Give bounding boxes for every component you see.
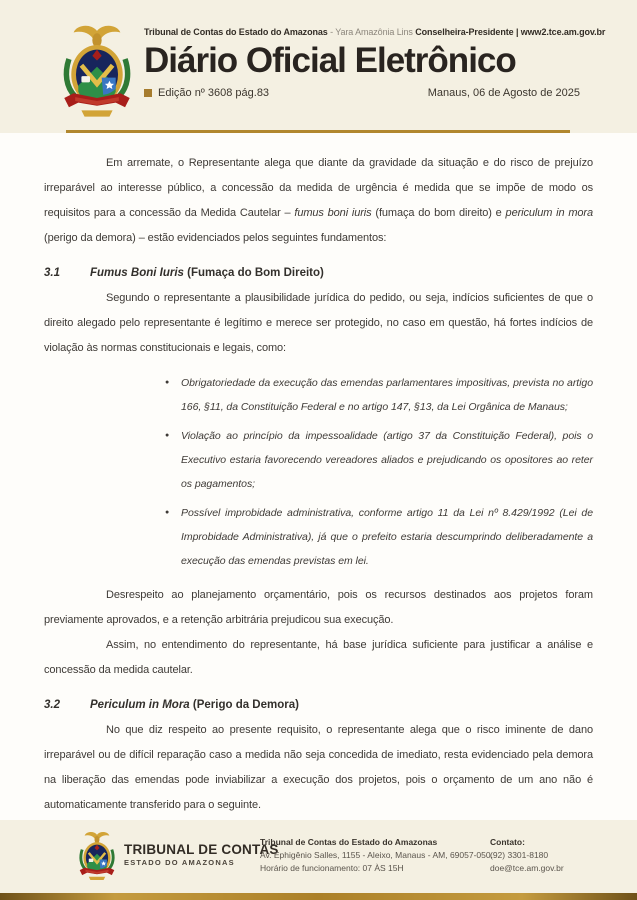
president-title-url-text: Conselheira-Presidente | www2.tce.am.gov.br	[415, 27, 606, 37]
org-name-text: Tribunal de Contas do Estado do Amazonas	[144, 27, 328, 37]
paragraph-assim: Assim, no entendimento do representante, há base jurídica suficiente para justificar a análise e concessão da medida cautelar.	[44, 639, 593, 676]
section-heading-3-1	[44, 261, 593, 286]
masthead-text	[144, 26, 606, 99]
org-line	[144, 26, 606, 38]
president-name-text: - Yara Amazônia Lins	[327, 27, 416, 37]
footer-address-line: Av. Ephigênio Salles, 1155 - Aleixo, Manaus - AM, 69057-050.	[260, 850, 493, 860]
document-body	[0, 133, 637, 820]
paragraph-desrespeito: Desrespeito ao planejamento orçamentário, pois os recursos destinados aos projetos foram previamente aprovados, e a retenção arbitrária prejudicou sua execução.	[44, 589, 593, 626]
footer-contact-block	[490, 836, 564, 875]
section-title-latin: Periculum in Mora	[90, 699, 190, 711]
square-bullet-icon	[144, 89, 152, 97]
footer-contact-title: Contato:	[490, 837, 525, 847]
tce-coat-of-arms-icon	[58, 20, 136, 126]
list-item: ● Obrigatoriedade da execução das emendas parlamentares impositivas, prevista no artigo 166, §11, da Constituição Federal e no artigo 147, §13, da Lei Orgânica de Manaus;	[165, 371, 593, 419]
paragraph-intro-run: Em arremate, o Representante alega que diante da gravidade da situação e do risco de prejuízo irreparável ao interesse público, a concessão da medida de urgência é medida que se impõe de modo os requisitos para a concessão da Medida Cautelar –	[44, 157, 593, 219]
footer	[0, 820, 637, 893]
publication-date: Manaus, 06 de Agosto de 2025	[427, 87, 580, 99]
section-heading-3-2	[44, 693, 593, 718]
gazette-title: Diário Oficial Eletrônico	[144, 41, 516, 80]
paragraph-intro-run: (fumaça do bom direito) e	[371, 207, 506, 219]
footer-org-block	[124, 842, 279, 868]
list-item: ● Possível improbidade administrativa, conforme artigo 11 da Lei nº 8.429/1992 (Lei de Improbidade Administrativa), já que o prefeito estaria descumprindo deliberadamente a execução das emendas previstas em lei.	[165, 501, 593, 573]
header-divider	[66, 130, 570, 133]
masthead-meta	[144, 87, 580, 99]
footer-address-title: Tribunal de Contas do Estado do Amazonas	[260, 837, 438, 847]
footer-hours-line: Horário de funcionamento: 07 ÀS 15H	[260, 863, 404, 873]
section-number: 3.1	[44, 267, 60, 279]
footer-contact-phone: (92) 3301-8180	[490, 850, 549, 860]
latin-term-periculum: periculum in mora	[505, 207, 594, 219]
edition-info	[144, 87, 269, 99]
section-number: 3.2	[44, 699, 60, 711]
footer-org-subtitle: ESTADO DO AMAZONAS	[124, 858, 235, 867]
footer-contact-email: doe@tce.am.gov.br	[490, 863, 564, 873]
footer-org-name: TRIBUNAL DE CONTAS	[124, 842, 279, 857]
tce-coat-of-arms-icon	[76, 829, 118, 885]
violation-bullet-list	[165, 371, 593, 573]
footer-address-block	[260, 836, 493, 875]
section-title-latin: Fumus Boni Iuris	[90, 267, 184, 279]
paragraph-fumus: Segundo o representante a plausibilidade jurídica do pedido, ou seja, indícios suficientes de que o direito alegado pelo representante é legítimo e merece ser protegido, no caso em questão, há fortes indícios de violação às normas constitucionais e legais, como:	[44, 292, 593, 354]
list-item: ● Violação ao princípio da impessoalidade (artigo 37 da Constituição Federal), pois o Executivo estaria favorecendo vereadores aliados e prejudicando os opositores ao reter os pagamentos;	[165, 424, 593, 496]
masthead	[0, 0, 637, 133]
paragraph-intro-run: (perigo da demora) – estão evidenciados pelos seguintes fundamentos:	[44, 232, 387, 244]
paragraph-intro	[44, 151, 593, 251]
edition-text: Edição nº 3608 pág.83	[158, 87, 270, 99]
paragraph-periculum: No que diz respeito ao presente requisito, o representante alega que o risco iminente de dano irreparável ou de difícil reparação caso a medida não seja concedida de imediato, resta evidenciado pela demora na liberação das emendas pode inviabilizar a execução dos projetos, pois o orçamento de um ano não é automaticamente transferido para o seguinte.	[44, 724, 593, 811]
latin-term-fumus: fumus boni iuris	[294, 207, 372, 219]
section-title-translation: (Perigo da Demora)	[189, 699, 299, 711]
section-title-translation: (Fumaça do Bom Direito)	[183, 267, 324, 279]
bottom-gold-bar	[0, 893, 637, 900]
